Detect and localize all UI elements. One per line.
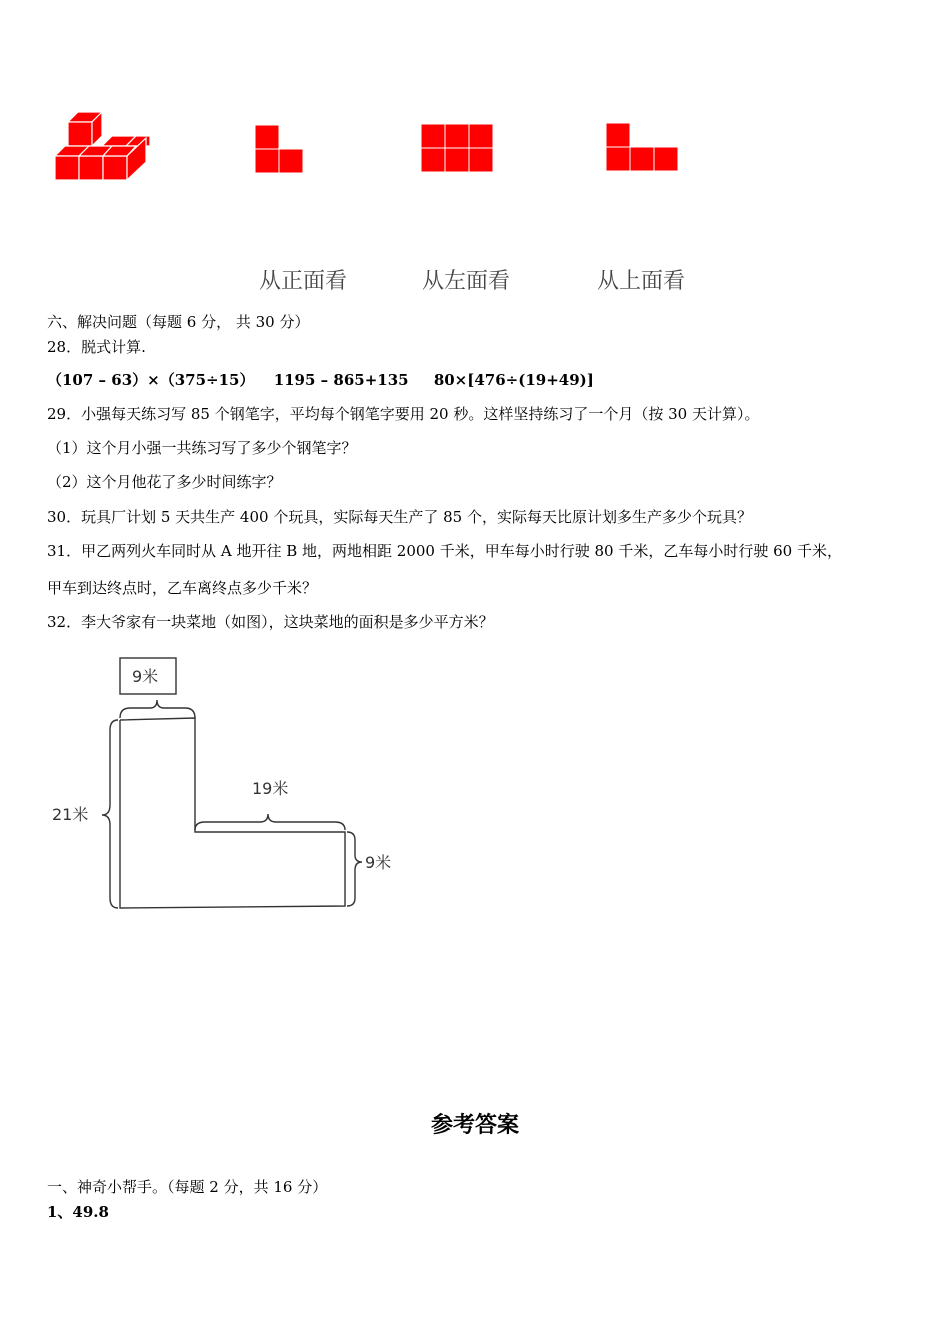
front-view-figure <box>254 124 304 174</box>
q28-expressions <box>47 369 594 390</box>
q29-sub2: （2）这个月他花了多少时间练字？ <box>47 473 282 491</box>
q28-expr1: （107 – 63）×（375÷15） <box>47 371 255 389</box>
q32-text: 32．李大爷家有一块菜地（如图），这块菜地的面积是多少平方米？ <box>47 613 494 631</box>
q30-text: 30．玩具厂计划 5 天共生产 400 个玩具，实际每天生产了 85 个，实际每天比原计划多生产多少个玩具？ <box>47 508 752 526</box>
answers-title: 参考答案 <box>430 1112 519 1138</box>
q31-line1: 31．甲乙两列火车同时从 A 地开往 B 地，两地相距 2000 千米，甲车每小时行驶 80 千米，乙车每小时行驶 60 千米， <box>47 542 842 560</box>
q28-expr2: 1195 – 865+135 <box>273 371 409 389</box>
height-label: 21米 <box>52 805 89 824</box>
top-width-label: 9米 <box>132 667 159 686</box>
top-view-figure <box>605 122 680 172</box>
vegetable-plot-figure <box>40 650 410 920</box>
q29-sub1: （1）这个月小强一共练习写了多少个钢笔字？ <box>47 439 357 457</box>
q29-text: 29．小强每天练习写 85 个钢笔字，平均每个钢笔字要用 20 秒。这样坚持练习了一个月（按 30 天计算）。 <box>47 405 760 423</box>
right-height-label: 9米 <box>365 853 392 872</box>
answer-1: 1、49.8 <box>47 1203 109 1221</box>
top-view-label: 从上面看 <box>597 269 686 294</box>
section6-heading: 六、解决问题（每题 6 分， 共 30 分） <box>47 313 310 331</box>
mid-length-label: 19米 <box>252 779 289 798</box>
answers-section1: 一、神奇小帮手。（每题 2 分，共 16 分） <box>47 1178 328 1196</box>
cube-3d-figure <box>50 108 150 184</box>
q31-line2: 甲车到达终点时，乙车离终点多少千米？ <box>47 579 318 597</box>
left-view-figure <box>420 123 494 173</box>
q28-label: 28．脱式计算. <box>47 338 146 356</box>
left-view-label: 从左面看 <box>422 269 511 294</box>
q28-expr3: 80×[476÷(19+49)] <box>433 371 594 389</box>
front-view-label: 从正面看 <box>259 269 348 294</box>
